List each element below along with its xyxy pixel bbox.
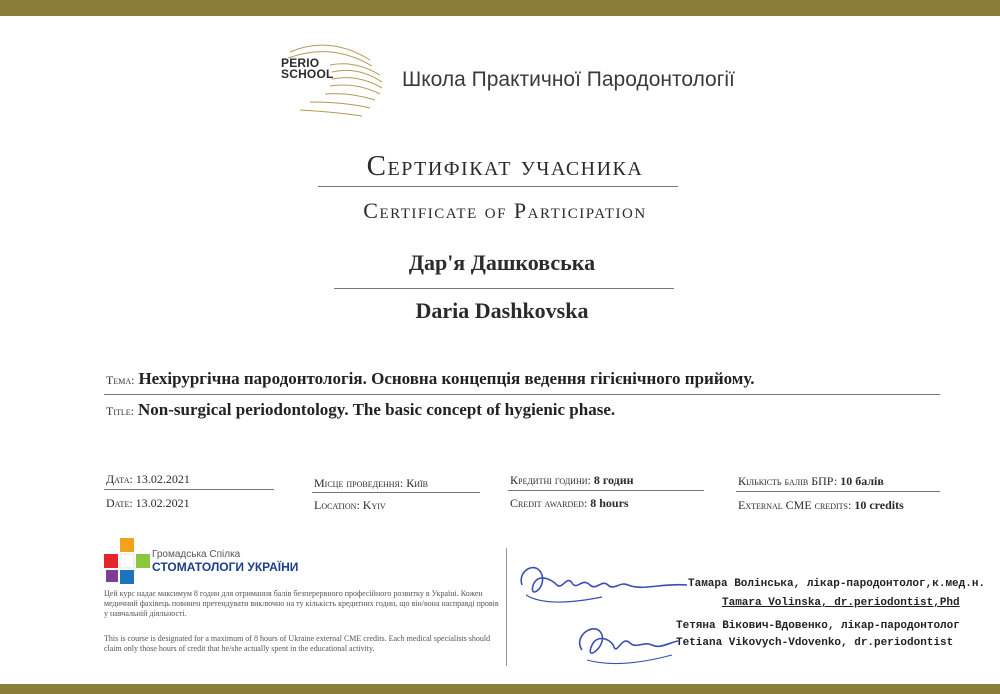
association-logo-icon (104, 538, 150, 584)
cme-divider (736, 491, 940, 492)
association-line-2: СТОМАТОЛОГИ УКРАЇНИ (152, 560, 299, 574)
signatory-2-en: Tetiana Vikovych-Vdovenko, dr.periodontist (676, 637, 954, 649)
note-en: This is course is designated for a maximum of 8 hours of Ukraine external CME credits. Each medical specialists should claim only those hours of credit that he/she actually spent in the educational activity. (104, 634, 491, 653)
association-line-1: Громадська Спілка (152, 549, 241, 560)
date-value-en: 13.02.2021 (135, 496, 190, 510)
name-divider (334, 288, 674, 289)
logo-wordmark (281, 58, 334, 80)
participant-name-en: Daria Dashkovska (415, 298, 589, 323)
topic-label-ua: Тема: (106, 373, 135, 387)
credit-value-en: 8 hours (590, 496, 629, 510)
cme-value-ua: 10 балів (840, 474, 884, 488)
topic-label-en: Title: (106, 404, 134, 418)
date-en (106, 496, 190, 511)
date-label-en: Date: (106, 496, 133, 510)
cme-value-en: 10 credits (854, 498, 904, 512)
topic-text-ua: Нехірургічна пародонтологія. Основна концепція ведення гігієнічного прийому. (138, 369, 755, 388)
cme-en (738, 498, 904, 513)
credit-divider (508, 490, 704, 491)
title-en: Certificate of Participation (363, 198, 647, 223)
participant-name-ua: Дар'я Дашковська (408, 250, 596, 275)
location-divider (312, 492, 480, 493)
date-divider (104, 489, 274, 490)
topic-text-en: Non-surgical periodontology. The basic concept of hygienic phase. (138, 400, 616, 419)
title-ua: Сертифікат учасника (366, 150, 644, 182)
date-ua (106, 472, 190, 487)
topic-divider (104, 394, 940, 395)
signatory-2-ua: Тетяна Вікович-Вдовенко, лікар-пародонтолог (676, 620, 960, 632)
topic-ua-row (106, 369, 754, 389)
credit-label-en: Credit awarded: (510, 496, 588, 510)
credit-ua (510, 473, 634, 488)
logo-line-2: SCHOOL (281, 67, 334, 81)
title-divider (318, 186, 678, 187)
topic-en-row (106, 400, 615, 420)
school-name: Школа Практичної Пародонтології (402, 68, 735, 91)
location-label-ua: Місце проведення: (314, 476, 404, 490)
signature-2-icon (562, 615, 682, 675)
credit-label-ua: Кредитні години: (510, 473, 591, 487)
cme-ua (738, 474, 884, 489)
location-value-ua: Київ (406, 476, 429, 490)
bottom-border (0, 684, 1000, 694)
signature-1-icon (512, 555, 692, 615)
association-name (152, 549, 298, 574)
location-value-en: Kyiv (362, 498, 386, 512)
top-border (0, 0, 1000, 16)
date-label-ua: Дата: (106, 472, 133, 486)
signatory-1-en: Tamara Volinska, dr.periodontist,Phd (722, 597, 960, 609)
cme-label-ua: Кількість балів БПР: (738, 474, 838, 488)
credit-value-ua: 8 годин (593, 473, 634, 487)
location-en (314, 498, 386, 513)
signatory-1-ua: Тамара Волінська, лікар-пародонтолог,к.мед.н. (688, 578, 986, 590)
note-ua: Цей курс надає максимум 8 годин для отримання балів безперервного професійного розвитку в Україні. Кожен медичний фахівець повинен претендувати виключно на ту кількість кредитних годин, що він/вона насправді провів у навчальній діяльності. (104, 589, 499, 618)
cme-label-en: External CME credits: (738, 498, 852, 512)
location-label-en: Location: (314, 498, 360, 512)
logo-line-1: PERIO (281, 56, 320, 70)
location-ua (314, 476, 428, 491)
credit-en (510, 496, 629, 511)
vertical-divider (506, 548, 507, 666)
date-value-ua: 13.02.2021 (135, 472, 190, 486)
